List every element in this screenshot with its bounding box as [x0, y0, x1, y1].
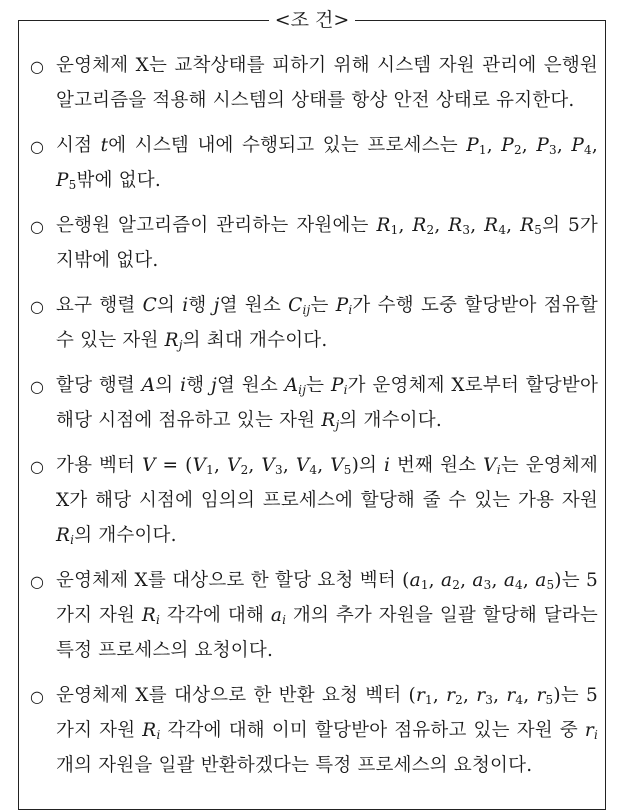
condition-item: [30, 48, 598, 118]
condition-text: 운영체제 X는 교착상태를 피하기 위해 시스템 자원 관리에 은행원 알고리즘을 적용해 시스템의 상태를 항상 안전 상태로 유지한다.: [56, 55, 598, 111]
condition-item: [30, 128, 598, 198]
bullet-icon: ○: [30, 687, 44, 706]
condition-item: [30, 288, 598, 358]
condition-item: [30, 208, 598, 278]
bullet-icon: ○: [30, 457, 44, 476]
bullet-icon: ○: [30, 57, 44, 76]
bullet-icon: ○: [30, 297, 44, 316]
conditions-title: <조 건>: [269, 8, 356, 32]
bullet-icon: ○: [30, 377, 44, 396]
condition-text: 운영체제 X를 대상으로 한 반환 요청 벡터 ($r_1$, $r_2$, $r_3$, $r_4$, $r_5$)는 5가지 자원 $R_i$ 각각에 대해 이미 할당받아 점유하고 있는 자원 중 $r_i$ 개의 자원을 일괄 반환하겠다는 특정 프로세스의 요청이다.: [56, 685, 598, 776]
condition-text: 요구 행렬 C의 i행 j열 원소 $C_{ij}$는 $P_i$가 수행 도중 할당받아 점유할 수 있는 자원 $R_j$의 최대 개수이다.: [56, 295, 598, 352]
condition-item: [30, 563, 598, 668]
conditions-list: [30, 48, 598, 793]
bullet-icon: ○: [30, 217, 44, 236]
condition-text: 은행원 알고리즘이 관리하는 자원에는 $R_1$, $R_2$, $R_3$, $R_4$, $R_5$의 5가지밖에 없다.: [56, 215, 599, 271]
condition-text: 할당 행렬 A의 i행 j열 원소 $A_{ij}$는 $P_i$가 운영체제 X로부터 할당받아 해당 시점에 점유하고 있는 자원 $R_j$의 개수이다.: [56, 375, 599, 432]
condition-item: [30, 368, 598, 438]
bullet-icon: ○: [30, 137, 44, 156]
condition-text: 가용 벡터 $V = (V_1$, $V_2$, $V_3$, $V_4$, $V_5$)의 i 번째 원소 $V_i$는 운영체제 X가 해당 시점에 임의의 프로세스에 할당해 줄 수 있는 가용 자원 $R_i$의 개수이다.: [56, 455, 599, 547]
condition-item: [30, 678, 598, 783]
condition-item: [30, 448, 598, 553]
condition-text: 운영체제 X를 대상으로 한 할당 요청 벡터 ($a_1$, $a_2$, $a_3$, $a_4$, $a_5$)는 5가지 자원 $R_i$ 각각에 대해 $a_i$ 개의 추가 자원을 일괄 할당해 달라는 특정 프로세스의 요청이다.: [56, 570, 598, 661]
condition-text: 시점 t에 시스템 내에 수행되고 있는 프로세스는 $P_1$, $P_2$, $P_3$, $P_4$, $P_5$밖에 없다.: [56, 135, 598, 192]
conditions-title-wrap: [0, 8, 624, 32]
bullet-icon: ○: [30, 572, 44, 591]
